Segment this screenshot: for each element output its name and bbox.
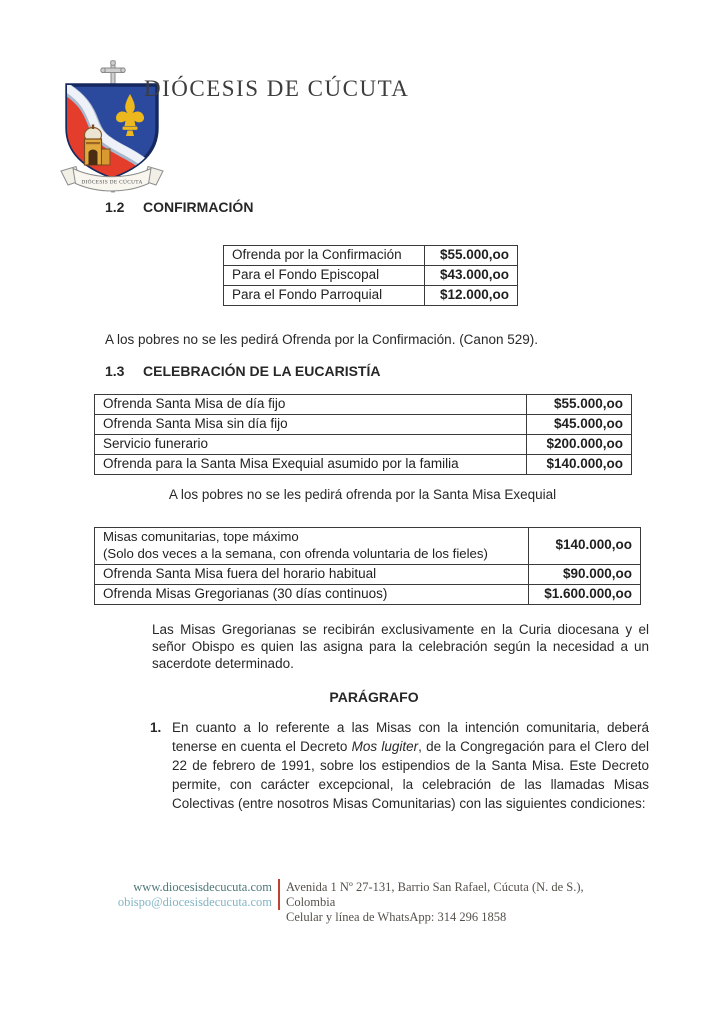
list-number: 1. [150,720,162,735]
section-title: CONFIRMACIÓN [143,199,254,215]
fee-label: Ofrenda Misas Gregorianas (30 días continuos) [95,584,529,604]
table-row [95,414,632,434]
misas-table [94,527,641,605]
fee-value: $140.000,oo [529,528,641,565]
website-link[interactable]: www.diocesisdecucuta.com [133,880,272,894]
eucaristia-table [94,394,632,475]
table-row [224,246,518,266]
fee-value: $12.000,oo [425,285,518,305]
fee-label: Ofrenda para la Santa Misa Exequial asumido por la familia [95,454,527,474]
table-row [95,584,641,604]
table-row [95,434,632,454]
list-item-1 [150,718,649,813]
text-segment: , de la Congregación para el Clero del 22 de febrero de 1991, sobre los estipendios de la Santa Misa. Este Decreto permite, con carácter excepcional, la celebración de las llamadas Misas Colectivas (entre nosotros Misas Comunitarias) con las siguientes condiciones: [172,739,650,811]
email-link[interactable]: obispo@diocesisdecucuta.com [117,895,272,909]
page-title: DIÓCESIS DE CÚCUTA [144,76,410,101]
table-row [224,285,518,305]
table-row [95,454,632,474]
fee-value: $90.000,oo [529,564,641,584]
fee-value: $1.600.000,oo [529,584,641,604]
table-row [95,395,632,415]
phone-text: Celular y línea de WhatsApp: 314 296 1858 [286,910,507,924]
paragrafo-title: PARÁGRAFO [329,689,419,705]
exequial-note: A los pobres no se les pedirá ofrenda por la Santa Misa Exequial [168,487,557,502]
fee-label [95,528,529,565]
fee-label: Ofrenda por la Confirmación [224,246,425,266]
address-text: Avenida 1 Nº 27-131, Barrio San Rafael, Cúcuta (N. de S.), Colombia [286,880,584,909]
section-heading-confirmacion [105,199,253,215]
fee-label: Ofrenda Santa Misa de día fijo [95,395,527,415]
section-number: 1.3 [105,363,125,379]
footer-divider [278,879,280,910]
section-number: 1.2 [105,199,125,215]
fee-value: $200.000,oo [527,434,632,454]
fee-label: Servicio funerario [95,434,527,454]
fee-label: Para el Fondo Parroquial [224,285,425,305]
footer-links [100,880,272,910]
fee-value: $43.000,oo [425,265,518,285]
gregorianas-note: Las Misas Gregorianas se recibirán exclusivamente en la Curia diocesana y el señor Obispo es quien las asigna para la celebración según la necesidad a un sacerdote determinado. [152,622,649,671]
fee-label-line1: Misas comunitarias, tope máximo [103,529,299,544]
fee-label: Ofrenda Santa Misa fuera del horario habitual [95,564,529,584]
section-title: CELEBRACIÓN DE LA EUCARISTÍA [143,363,381,379]
fee-value: $140.000,oo [527,454,632,474]
banner-text: DIÓCESIS DE CÚCUTA [81,179,143,186]
fee-value: $55.000,oo [425,246,518,266]
fee-label-line2: (Solo dos veces a la semana, con ofrenda voluntaria de los fieles) [103,545,488,561]
table-row [224,265,518,285]
fee-label: Ofrenda Santa Misa sin día fijo [95,414,527,434]
footer-contact [286,880,620,925]
table-row [95,564,641,584]
decree-name: Mos lugiter [351,739,419,754]
list-item-text [172,718,649,813]
confirmacion-table [223,245,518,306]
confirmacion-note: A los pobres no se les pedirá Ofrenda por la Confirmación. (Canon 529). [105,332,538,347]
table-row [95,528,641,565]
section-heading-eucaristia [105,363,381,379]
fee-label: Para el Fondo Episcopal [224,265,425,285]
text-segment: En cuanto a lo referente a las Misas con la intención comunitaria, deberá tenerse en cuenta el Decreto [172,720,649,754]
fee-value: $55.000,oo [527,395,632,415]
fee-value: $45.000,oo [527,414,632,434]
